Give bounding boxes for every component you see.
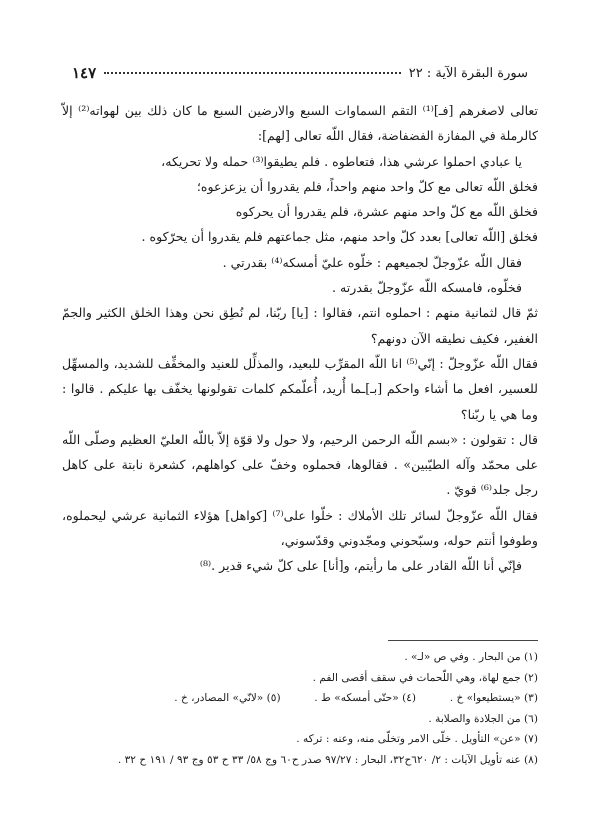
footnote: (٦) من الجلادة والصلابة . xyxy=(428,712,538,725)
paragraph: فقال اللّه عزّوجلّ : إنّي⁽⁵⁾ انا اللّه المقرِّب للبعيد، والمذلِّل للعنيد والمخفِّف للشديد، والمسهِّل للعسير، افعل ما أشاء واحكم [بـ]ـما أُريد، أُعلّمكم كلمات تقولونها يخفّف بها عليكم . قالوا : وما هي يا ربّنا؟ xyxy=(62,355,539,422)
paragraph: تعالى لاصغرهم [فـ]⁽¹⁾ التقم السماوات السبع والارضين السبع ما كان ذلك بين لهواته⁽²⁾ إلاّ كالرملة في المفازة الفضفاضة، فقال اللّه تعالى [لهم]: xyxy=(62,103,539,144)
paragraph: قال : تقولون : «بسم اللّه الرحمن الرحيم، ولا حول ولا قوّة إلاّ باللّه العليّ العظيم وصلّى اللّه على محمّد وآله الطيّبين» . فقالوها، فحملوه وخفّ على كواهلهم، كشعرة نابتة على كاهل رجل جلد⁽⁶⁾ قويّ . xyxy=(62,431,538,498)
page-header xyxy=(72,62,528,84)
paragraph: فخلق اللّه مع كلّ واحد منهم عشرة، فلم يقدروا أن يحركوه xyxy=(235,204,538,220)
paragraph: يا عبادي احملوا عرشي هذا، فتعاطوه . فلم يطيقوا⁽³⁾ حمله ولا تحريكه، xyxy=(161,153,522,169)
footnote: (١) من البحار . وفي ص «لـ» . xyxy=(404,651,538,663)
paragraph: فخلق اللّه تعالى مع كلّ واحد منهم واحداً، فلم يقدروا أن يزعزعوه؛ xyxy=(196,178,538,194)
footnotes xyxy=(62,640,538,771)
footnote: (٣) «يستطيعوا» خ . (٤) «حتّى أمسكه» ط . (٥) «لانّي» المصادر، خ . xyxy=(174,692,538,705)
paragraph: ثمّ قال لثمانية منهم : احملوه انتم، فقالوا : [يا] ربّنا، لم نُطِق نحن وهذا الخلق الكثير والجمّ الغفير، فكيف نطيقه الآن دونهم؟ xyxy=(62,305,538,346)
header-dotted-rule xyxy=(104,72,401,74)
paragraph: فقال اللّه عزّوجلّ لسائر تلك الأملاك : خلّوا على⁽⁷⁾ [كواهل] هؤلاء الثمانية عرشي ليحملوه، وطوفوا أنتم حوله، وسبّحوني ومجّدوني وقدّسوني، xyxy=(62,507,539,549)
running-title: سورة البقرة الآية : ٢٢ xyxy=(408,65,528,81)
paragraph: فخلّوه، فامسكه اللّه عزّوجلّ بقدرته . xyxy=(331,280,522,296)
footnote: (٧) «عن» التأويل . خلّى الامر وتخلّى منه، وعنه : تركه . xyxy=(296,733,538,746)
footnote: (٢) جمع لهاة، وهي اللّحمات في سقف أقصى الفم . xyxy=(312,671,538,684)
body-text xyxy=(62,98,538,579)
footnote-separator xyxy=(388,640,538,641)
paragraph: فقال اللّه عزّوجلّ لجميعهم : خلّوه عليّ أمسكه⁽⁴⁾ بقدرتي . xyxy=(222,254,522,270)
footnote: (٨) عنه تأويل الآيات : ٢/ ٦٢٠ح٣٢، البحار : ٩٧/٢٧ صدر ح٦٠ وج ٥٨/ ٣٣ ح ٥٣ وج ٩٣ / ١٩١ ح ٣٢ . xyxy=(117,753,538,766)
paragraph: فإنّي أنا اللّه القادر على ما رأيتم، و[أنا] على كلّ شيء قدير .⁽⁸⁾ xyxy=(199,558,522,574)
page-number: ١٤٧ xyxy=(72,64,97,82)
paragraph: فخلق [اللّه تعالى] بعدد كلّ واحد منهم، مثل جماعتهم فلم يقدروا أن يحرّكوه . xyxy=(141,229,538,245)
